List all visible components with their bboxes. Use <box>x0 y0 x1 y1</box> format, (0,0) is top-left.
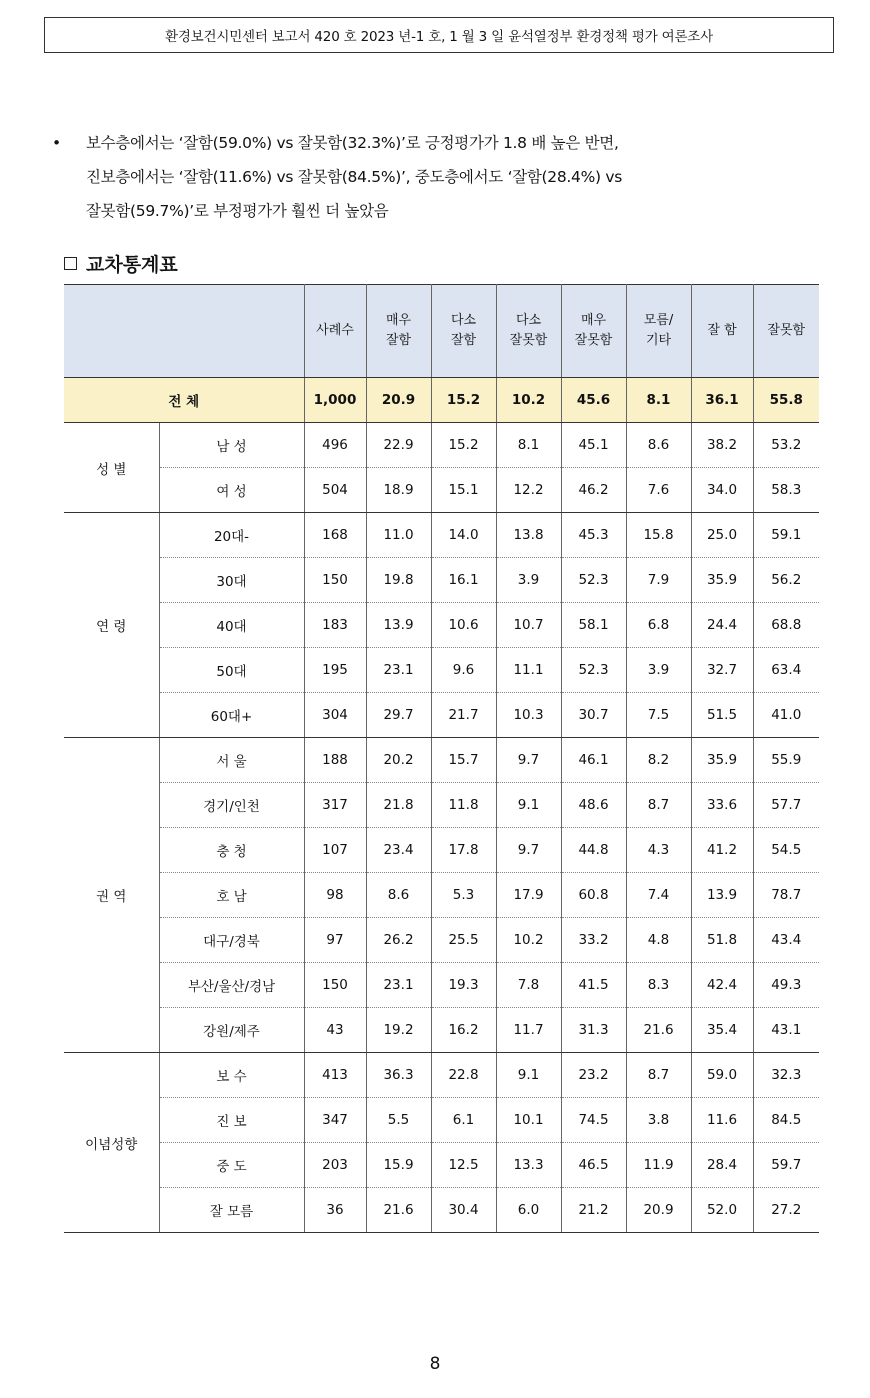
table-row <box>64 603 819 648</box>
table-cell: 15.2 <box>431 378 496 423</box>
table-cell: 347 <box>304 1098 366 1143</box>
row-label: 40대 <box>159 603 304 648</box>
table-row <box>64 648 819 693</box>
bullet-dot: • <box>52 134 61 152</box>
table-cell: 413 <box>304 1053 366 1098</box>
table-row <box>64 1143 819 1188</box>
table-cell: 10.6 <box>431 603 496 648</box>
table-cell: 20.9 <box>626 1188 691 1233</box>
group-label: 권 역 <box>64 738 159 1053</box>
column-header: 매우 잘함 <box>366 285 431 378</box>
table-cell: 188 <box>304 738 366 783</box>
row-label: 진 보 <box>159 1098 304 1143</box>
table-cell: 8.6 <box>626 423 691 468</box>
table-cell: 13.9 <box>691 873 753 918</box>
table-cell: 107 <box>304 828 366 873</box>
table-cell: 25.5 <box>431 918 496 963</box>
row-label: 서 울 <box>159 738 304 783</box>
table-cell: 46.5 <box>561 1143 626 1188</box>
table-row <box>64 738 819 783</box>
table-cell: 35.9 <box>691 738 753 783</box>
table-cell: 15.1 <box>431 468 496 513</box>
table-cell: 8.3 <box>626 963 691 1008</box>
table-cell: 52.0 <box>691 1188 753 1233</box>
table-cell: 57.7 <box>753 783 819 828</box>
table-row <box>64 1053 819 1098</box>
table-row <box>64 558 819 603</box>
table-cell: 32.7 <box>691 648 753 693</box>
table-cell: 11.9 <box>626 1143 691 1188</box>
table-cell: 23.1 <box>366 963 431 1008</box>
table-cell: 98 <box>304 873 366 918</box>
table-cell: 304 <box>304 693 366 738</box>
table-cell: 9.1 <box>496 1053 561 1098</box>
row-label: 경기/인천 <box>159 783 304 828</box>
table-cell: 23.2 <box>561 1053 626 1098</box>
table-cell: 19.3 <box>431 963 496 1008</box>
table-cell: 56.2 <box>753 558 819 603</box>
table-cell: 4.8 <box>626 918 691 963</box>
table-cell: 78.7 <box>753 873 819 918</box>
table-cell: 59.7 <box>753 1143 819 1188</box>
table-cell: 74.5 <box>561 1098 626 1143</box>
row-label: 20대- <box>159 513 304 558</box>
report-header-text: 환경보건시민센터 보고서 420 호 2023 년-1 호, 1 월 3 일 윤석열정부 환경정책 평가 여론조사 <box>164 29 713 45</box>
table-cell: 10.3 <box>496 693 561 738</box>
table-cell: 26.2 <box>366 918 431 963</box>
table-cell: 11.0 <box>366 513 431 558</box>
table-row <box>64 468 819 513</box>
table-cell: 68.8 <box>753 603 819 648</box>
table-cell: 33.6 <box>691 783 753 828</box>
table-cell: 22.8 <box>431 1053 496 1098</box>
bullet-line: 보수층에서는 ‘잘함(59.0%) vs 잘못함(32.3%)’로 긍정평가가 1.8 배 높은 반면, <box>86 134 619 152</box>
table-cell: 10.2 <box>496 918 561 963</box>
table-cell: 45.6 <box>561 378 626 423</box>
group-label: 이념성향 <box>64 1053 159 1233</box>
table-row <box>64 1098 819 1143</box>
table-row <box>64 513 819 558</box>
section-title-text: 교차통계표 <box>86 254 178 276</box>
row-label: 보 수 <box>159 1053 304 1098</box>
table-cell: 58.3 <box>753 468 819 513</box>
table-cell: 45.1 <box>561 423 626 468</box>
table-cell: 8.6 <box>366 873 431 918</box>
table-cell: 43 <box>304 1008 366 1053</box>
table-cell: 16.1 <box>431 558 496 603</box>
table-cell: 52.3 <box>561 648 626 693</box>
table-cell: 23.4 <box>366 828 431 873</box>
table-cell: 30.7 <box>561 693 626 738</box>
table-cell: 15.7 <box>431 738 496 783</box>
row-label: 60대+ <box>159 693 304 738</box>
table-cell: 3.9 <box>496 558 561 603</box>
table-cell: 52.3 <box>561 558 626 603</box>
column-header: 잘못함 <box>753 285 819 378</box>
table-cell: 42.4 <box>691 963 753 1008</box>
table-cell: 53.2 <box>753 423 819 468</box>
table-cell: 45.3 <box>561 513 626 558</box>
table-cell: 15.2 <box>431 423 496 468</box>
table-cell: 17.9 <box>496 873 561 918</box>
table-row <box>64 423 819 468</box>
table-cell: 11.7 <box>496 1008 561 1053</box>
table-cell: 23.1 <box>366 648 431 693</box>
table-cell: 13.9 <box>366 603 431 648</box>
total-row <box>64 378 819 423</box>
table-cell: 9.6 <box>431 648 496 693</box>
table-cell: 43.1 <box>753 1008 819 1053</box>
table-cell: 14.0 <box>431 513 496 558</box>
table-cell: 8.7 <box>626 1053 691 1098</box>
table-cell: 20.2 <box>366 738 431 783</box>
table-cell: 35.9 <box>691 558 753 603</box>
row-label: 잘 모름 <box>159 1188 304 1233</box>
table-cell: 36.3 <box>366 1053 431 1098</box>
table-cell: 41.5 <box>561 963 626 1008</box>
table-cell: 9.7 <box>496 828 561 873</box>
table-cell: 60.8 <box>561 873 626 918</box>
table-cell: 8.1 <box>626 378 691 423</box>
table-row <box>64 1008 819 1053</box>
table-cell: 19.2 <box>366 1008 431 1053</box>
table-cell: 43.4 <box>753 918 819 963</box>
table-cell: 28.4 <box>691 1143 753 1188</box>
page-number: 8 <box>429 1354 441 1374</box>
header-corner-cell <box>64 285 304 378</box>
table-cell: 6.1 <box>431 1098 496 1143</box>
report-header <box>44 17 834 53</box>
row-label: 충 청 <box>159 828 304 873</box>
column-header: 사례수 <box>304 285 366 378</box>
table-cell: 11.8 <box>431 783 496 828</box>
table-cell: 21.7 <box>431 693 496 738</box>
table-cell: 8.7 <box>626 783 691 828</box>
table-cell: 5.5 <box>366 1098 431 1143</box>
table-cell: 34.0 <box>691 468 753 513</box>
bullet-line: 진보층에서는 ‘잘함(11.6%) vs 잘못함(84.5%)’, 중도층에서도 ‘잘함(28.4%) vs <box>86 168 623 186</box>
row-label: 남 성 <box>159 423 304 468</box>
table-cell: 9.1 <box>496 783 561 828</box>
table-cell: 504 <box>304 468 366 513</box>
total-label: 전 체 <box>64 378 304 423</box>
table-cell: 150 <box>304 963 366 1008</box>
table-cell: 6.8 <box>626 603 691 648</box>
table-cell: 48.6 <box>561 783 626 828</box>
table-cell: 97 <box>304 918 366 963</box>
table-cell: 18.9 <box>366 468 431 513</box>
row-label: 부산/울산/경남 <box>159 963 304 1008</box>
row-label: 호 남 <box>159 873 304 918</box>
table-cell: 41.2 <box>691 828 753 873</box>
table-row <box>64 828 819 873</box>
group-label: 연 령 <box>64 513 159 738</box>
table-cell: 15.8 <box>626 513 691 558</box>
table-cell: 3.9 <box>626 648 691 693</box>
table-cell: 10.7 <box>496 603 561 648</box>
row-label: 강원/제주 <box>159 1008 304 1053</box>
table-cell: 17.8 <box>431 828 496 873</box>
table-cell: 15.9 <box>366 1143 431 1188</box>
column-header: 매우 잘못함 <box>561 285 626 378</box>
table-cell: 46.1 <box>561 738 626 783</box>
table-cell: 55.9 <box>753 738 819 783</box>
table-cell: 9.7 <box>496 738 561 783</box>
row-label: 여 성 <box>159 468 304 513</box>
table-cell: 51.5 <box>691 693 753 738</box>
table-cell: 32.3 <box>753 1053 819 1098</box>
table-cell: 59.1 <box>753 513 819 558</box>
table-cell: 19.8 <box>366 558 431 603</box>
table-cell: 183 <box>304 603 366 648</box>
table-cell: 27.2 <box>753 1188 819 1233</box>
table-cell: 7.6 <box>626 468 691 513</box>
table-cell: 63.4 <box>753 648 819 693</box>
table-cell: 11.1 <box>496 648 561 693</box>
table-cell: 195 <box>304 648 366 693</box>
group-label: 성 별 <box>64 423 159 513</box>
table-cell: 8.1 <box>496 423 561 468</box>
table-cell: 46.2 <box>561 468 626 513</box>
column-header: 다소 잘못함 <box>496 285 561 378</box>
checkbox-icon <box>64 257 77 270</box>
table-cell: 203 <box>304 1143 366 1188</box>
table-cell: 58.1 <box>561 603 626 648</box>
table-cell: 10.1 <box>496 1098 561 1143</box>
table-row <box>64 783 819 828</box>
table-row <box>64 693 819 738</box>
table-cell: 6.0 <box>496 1188 561 1233</box>
table-cell: 36.1 <box>691 378 753 423</box>
table-cell: 35.4 <box>691 1008 753 1053</box>
column-header: 모름/ 기타 <box>626 285 691 378</box>
table-cell: 54.5 <box>753 828 819 873</box>
row-label: 중 도 <box>159 1143 304 1188</box>
table-row <box>64 963 819 1008</box>
table-cell: 4.3 <box>626 828 691 873</box>
table-cell: 36 <box>304 1188 366 1233</box>
table-cell: 7.9 <box>626 558 691 603</box>
row-label: 30대 <box>159 558 304 603</box>
table-cell: 317 <box>304 783 366 828</box>
column-header: 다소 잘함 <box>431 285 496 378</box>
table-cell: 21.6 <box>366 1188 431 1233</box>
bullet-line: 잘못함(59.7%)’로 부정평가가 훨씬 더 높았음 <box>86 202 389 220</box>
table-cell: 16.2 <box>431 1008 496 1053</box>
table-cell: 7.4 <box>626 873 691 918</box>
table-cell: 5.3 <box>431 873 496 918</box>
table-cell: 51.8 <box>691 918 753 963</box>
table-cell: 25.0 <box>691 513 753 558</box>
table-row <box>64 873 819 918</box>
table-cell: 11.6 <box>691 1098 753 1143</box>
table-cell: 33.2 <box>561 918 626 963</box>
table-cell: 59.0 <box>691 1053 753 1098</box>
table-cell: 55.8 <box>753 378 819 423</box>
table-cell: 38.2 <box>691 423 753 468</box>
table-cell: 10.2 <box>496 378 561 423</box>
table-cell: 30.4 <box>431 1188 496 1233</box>
table-cell: 44.8 <box>561 828 626 873</box>
table-cell: 496 <box>304 423 366 468</box>
table-cell: 84.5 <box>753 1098 819 1143</box>
section-title <box>64 250 178 277</box>
table-cell: 150 <box>304 558 366 603</box>
table-cell: 7.8 <box>496 963 561 1008</box>
table-cell: 20.9 <box>366 378 431 423</box>
table-cell: 1,000 <box>304 378 366 423</box>
table-header-row <box>64 285 819 378</box>
column-header: 잘 함 <box>691 285 753 378</box>
table-cell: 21.8 <box>366 783 431 828</box>
table-cell: 3.8 <box>626 1098 691 1143</box>
table-cell: 12.5 <box>431 1143 496 1188</box>
table-cell: 24.4 <box>691 603 753 648</box>
table-cell: 49.3 <box>753 963 819 1008</box>
table-row <box>64 918 819 963</box>
table-cell: 13.3 <box>496 1143 561 1188</box>
table-cell: 29.7 <box>366 693 431 738</box>
table-cell: 21.6 <box>626 1008 691 1053</box>
table-cell: 13.8 <box>496 513 561 558</box>
table-cell: 21.2 <box>561 1188 626 1233</box>
table-cell: 31.3 <box>561 1008 626 1053</box>
table-cell: 8.2 <box>626 738 691 783</box>
row-label: 대구/경북 <box>159 918 304 963</box>
summary-bullet <box>50 126 810 228</box>
table-cell: 7.5 <box>626 693 691 738</box>
table-cell: 168 <box>304 513 366 558</box>
table-cell: 41.0 <box>753 693 819 738</box>
table-cell: 22.9 <box>366 423 431 468</box>
table-row <box>64 1188 819 1233</box>
table-cell: 12.2 <box>496 468 561 513</box>
row-label: 50대 <box>159 648 304 693</box>
crosstab-table <box>64 284 819 1233</box>
